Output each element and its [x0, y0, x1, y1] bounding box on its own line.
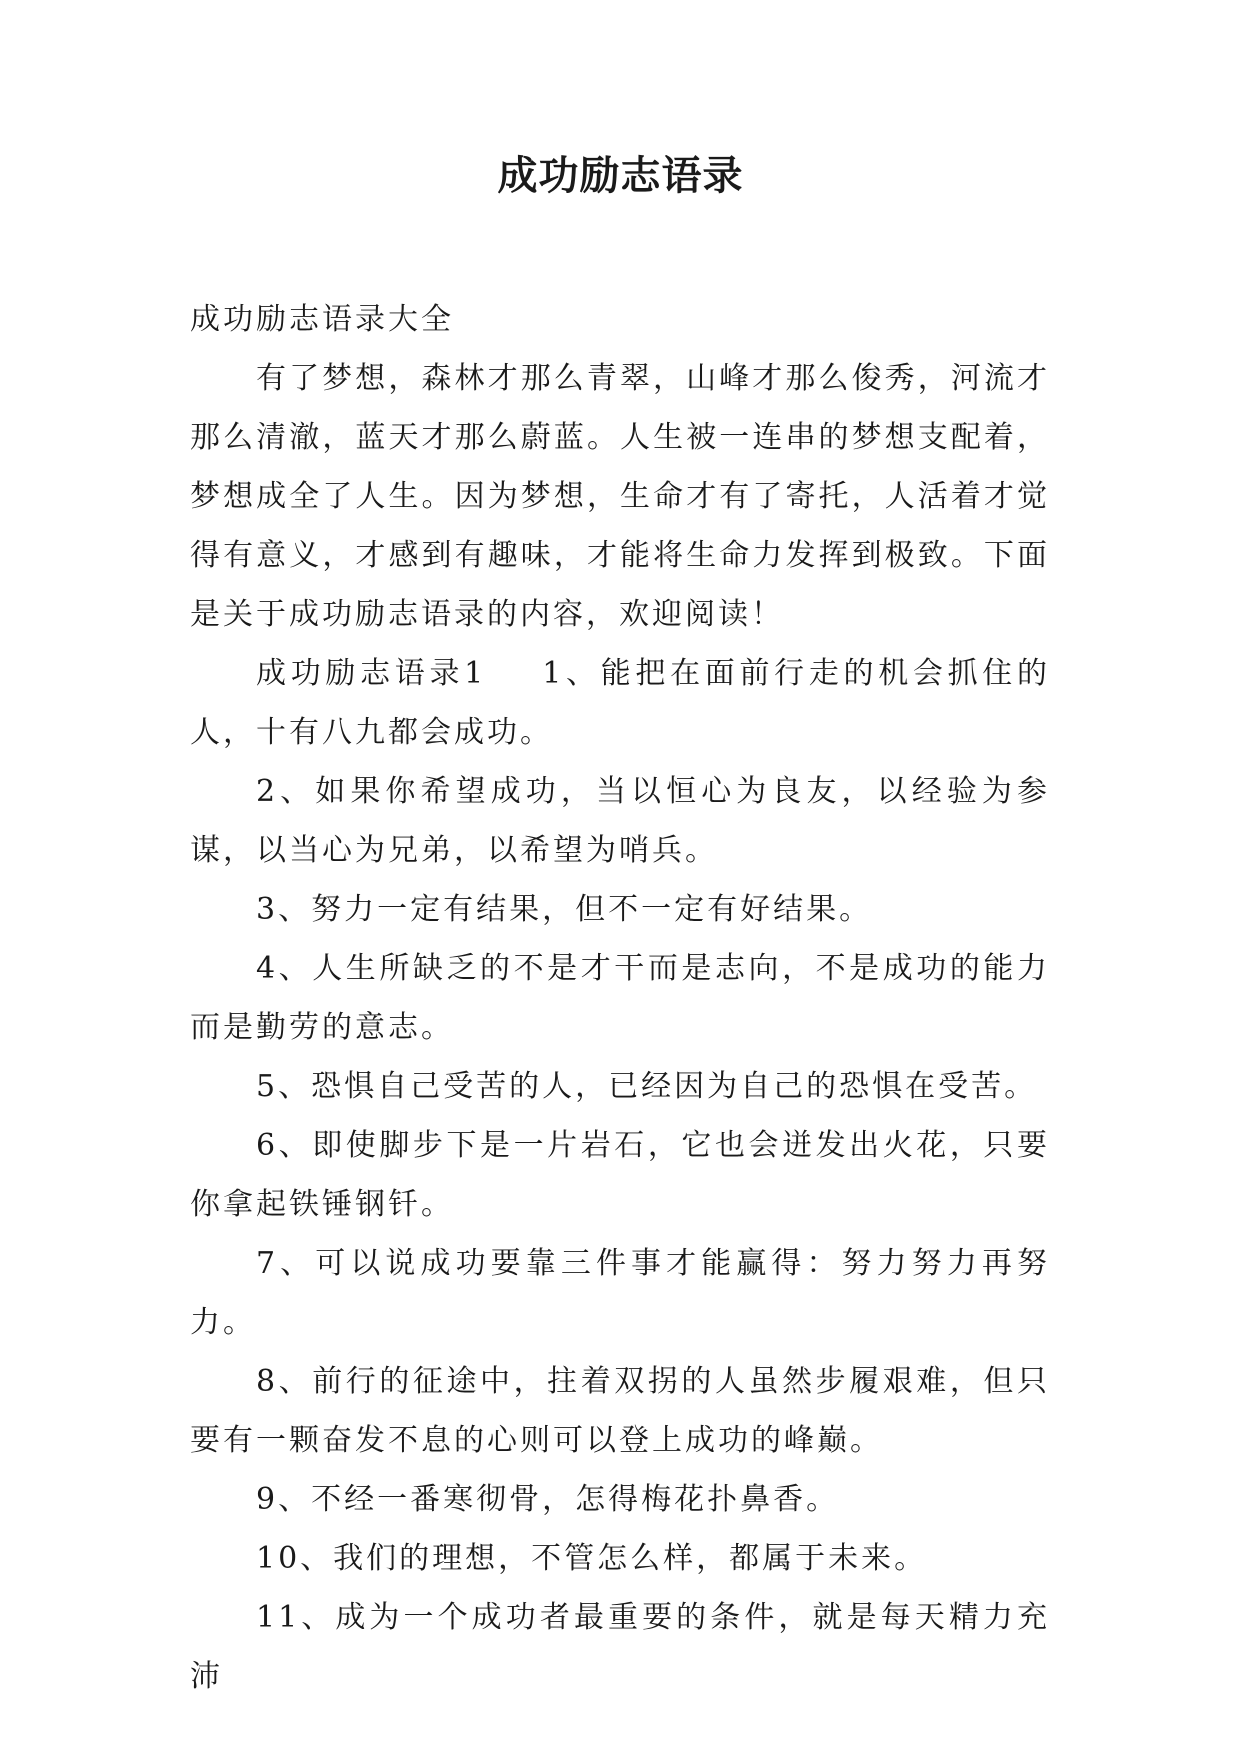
section-heading: 成功励志语录1 [256, 656, 487, 691]
page-title: 成功励志语录 [497, 153, 744, 199]
quote-item: 1、能把在面前行走的机会抓住的人，十有八九都会成功。 [190, 656, 1050, 750]
quote-item: 5、恐惧自己受苦的人，已经因为自己的恐惧在受苦。 [256, 1069, 1038, 1104]
intro-paragraph: 有了梦想，森林才那么青翠，山峰才那么俊秀，河流才那么清澈，蓝天才那么蔚蓝。人生被一连串的梦想支配着，梦想成全了人生。因为梦想，生命才有了寄托，人活着才觉得有意义，才感到有趣味，才能将生命力发挥到极致。下面是关于成功励志语录的内容，欢迎阅读！ [190, 361, 1050, 632]
quote-item: 9、不经一番寒彻骨，怎得梅花扑鼻香。 [256, 1482, 840, 1517]
quote-item: 2、如果你希望成功，当以恒心为良友，以经验为参谋，以当心为兄弟，以希望为哨兵。 [190, 774, 1050, 868]
quote-item: 10、我们的理想，不管怎么样，都属于未来。 [256, 1541, 928, 1576]
quote-item: 3、努力一定有结果，但不一定有好结果。 [256, 892, 873, 927]
subtitle: 成功励志语录大全 [190, 302, 454, 337]
quote-item: 7、可以说成功要靠三件事才能赢得：努力努力再努力。 [190, 1246, 1050, 1340]
quote-item: 6、即使脚步下是一片岩石，它也会迸发出火花，只要你拿起铁锤钢钎。 [190, 1128, 1050, 1222]
section-first-paragraph [190, 644, 1050, 762]
quote-item: 4、人生所缺乏的不是才干而是志向，不是成功的能力而是勤劳的意志。 [190, 951, 1050, 1045]
document-body [190, 290, 1050, 1706]
quote-item: 8、前行的征途中，拄着双拐的人虽然步履艰难，但只要有一颗奋发不息的心则可以登上成功的峰巅。 [190, 1364, 1050, 1458]
quote-item: 11、成为一个成功者最重要的条件，就是每天精力充沛 [190, 1600, 1050, 1694]
